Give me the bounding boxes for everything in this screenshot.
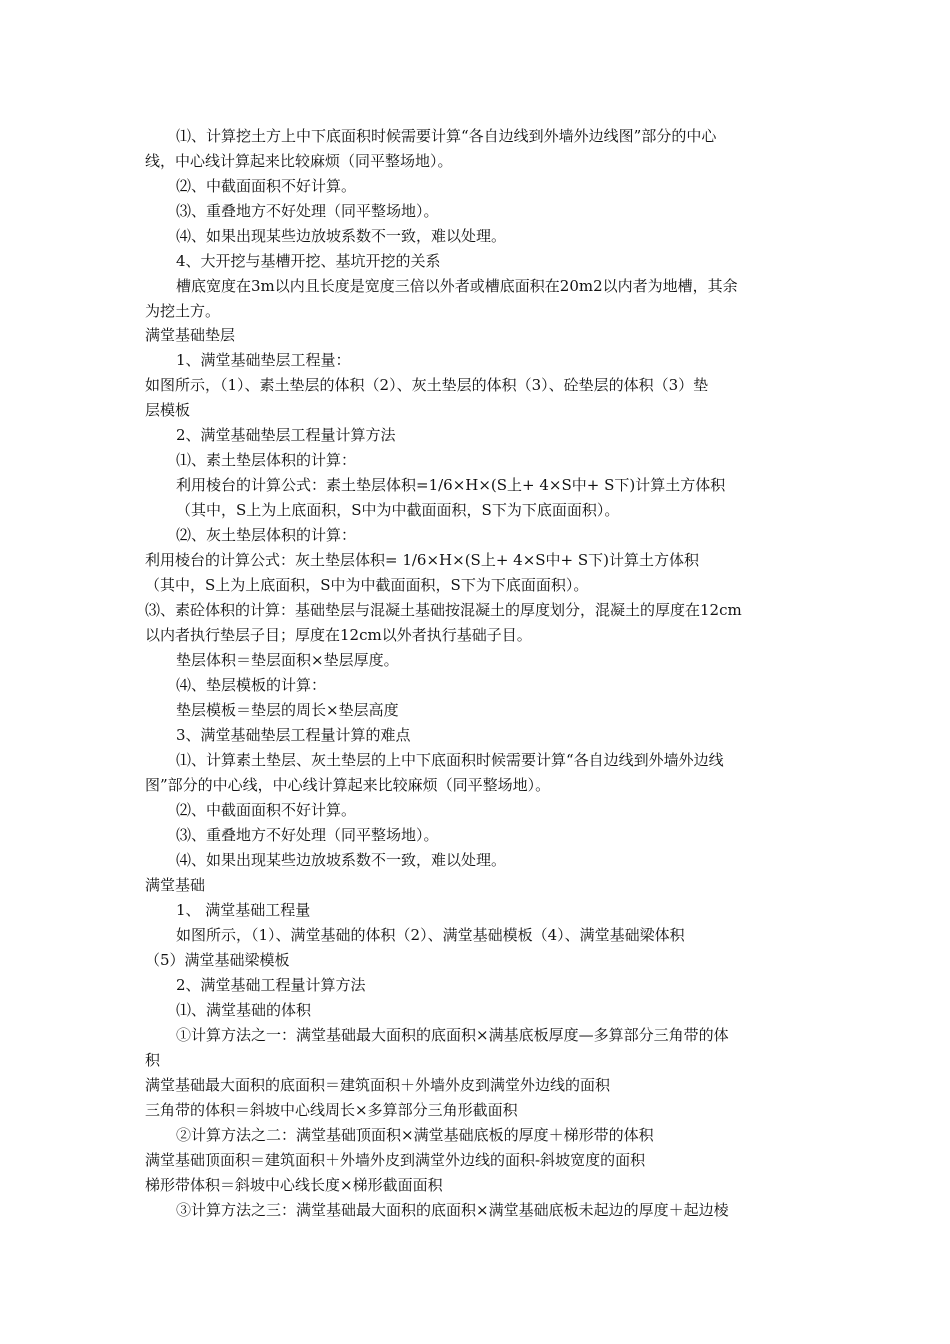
formula-line: 利用棱台的计算公式：灰土垫层体积= 1/6×H×(S上+ 4×S中+ S下)计算土方体积 <box>145 551 700 569</box>
text-line: ⑷、如果出现某些边放坡系数不一致，难以处理。 <box>176 851 507 869</box>
text-line: （5）满堂基础梁模板 <box>145 951 290 969</box>
text-line: ⑶、素砼体积的计算：基础垫层与混凝土基础按混凝土的厚度划分，混凝土的厚度在12cm <box>145 601 742 619</box>
formula-line: 三角带的体积＝斜坡中心线周长×多算部分三角形截面积 <box>145 1101 518 1119</box>
text-line: 线，中心线计算起来比较麻烦（同平整场地）。 <box>145 152 453 170</box>
section-heading: 1、 满堂基础工程量 <box>176 901 311 919</box>
text-line: 为挖土方。 <box>145 302 221 320</box>
text-line: ⑵、中截面面积不好计算。 <box>176 177 357 195</box>
formula-line: 利用棱台的计算公式：素土垫层体积=1/6×H×(S上+ 4×S中+ S下)计算土方体积 <box>176 476 726 494</box>
text-line: 如图所示，（1）、满堂基础的体积（2）、满堂基础模板（4）、满堂基础梁体积 <box>176 926 685 944</box>
text-line: ⑵、灰土垫层体积的计算： <box>176 526 357 544</box>
section-title: 满堂基础 <box>145 876 206 894</box>
formula-line: 梯形带体积＝斜坡中心线长度×梯形截面面积 <box>145 1176 443 1194</box>
text-line: ⑵、中截面面积不好计算。 <box>176 801 357 819</box>
text-line: 积 <box>145 1051 161 1069</box>
text-line: ⑶、重叠地方不好处理（同平整场地）。 <box>176 202 439 220</box>
text-line: 以内者执行垫层子目；厚度在12cm以外者执行基础子目。 <box>145 626 532 644</box>
text-line: ⑶、重叠地方不好处理（同平整场地）。 <box>176 826 439 844</box>
text-line: ③计算方法之三：满堂基础最大面积的底面积×满堂基础底板未起边的厚度＋起边棱 <box>176 1201 729 1219</box>
formula-line: 垫层模板＝垫层的周长×垫层高度 <box>176 701 399 719</box>
text-line: 槽底宽度在3m以内且长度是宽度三倍以外者或槽底面积在20m2以内者为地槽，其余 <box>176 277 738 295</box>
text-line: ①计算方法之一：满堂基础最大面积的底面积×满基底板厚度—多算部分三角带的体 <box>176 1026 729 1044</box>
text-line: ②计算方法之二：满堂基础顶面积×满堂基础底板的厚度＋梯形带的体积 <box>176 1126 654 1144</box>
text-line: 层模板 <box>145 401 191 419</box>
text-line: ⑷、垫层模板的计算： <box>176 676 327 694</box>
section-heading: 4、大开挖与基槽开挖、基坑开挖的关系 <box>176 252 441 270</box>
section-heading: 1、满堂基础垫层工程量： <box>176 351 351 369</box>
formula-line: 满堂基础顶面积＝建筑面积＋外墙外皮到满堂外边线的面积-斜坡宽度的面积 <box>145 1151 646 1169</box>
formula-line: 垫层体积＝垫层面积×垫层厚度。 <box>176 651 399 669</box>
section-heading: 2、满堂基础工程量计算方法 <box>176 976 366 994</box>
text-line: ⑴、满堂基础的体积 <box>176 1001 312 1019</box>
section-heading: 3、满堂基础垫层工程量计算的难点 <box>176 726 411 744</box>
text-line: （其中，S上为上底面积，S中为中截面面积，S下为下底面面积）。 <box>176 501 620 519</box>
section-heading: 2、满堂基础垫层工程量计算方法 <box>176 426 396 444</box>
section-title: 满堂基础垫层 <box>145 326 236 344</box>
text-line: ⑴、计算素土垫层、灰土垫层的上中下底面积时候需要计算“各自边线到外墙外边线 <box>176 751 724 769</box>
text-line: （其中，S上为上底面积，S中为中截面面积，S下为下底面面积）。 <box>145 576 589 594</box>
formula-line: 满堂基础最大面积的底面积＝建筑面积＋外墙外皮到满堂外边线的面积 <box>145 1076 611 1094</box>
text-line: ⑴、素土垫层体积的计算： <box>176 451 357 469</box>
text-line: ⑷、如果出现某些边放坡系数不一致，难以处理。 <box>176 227 507 245</box>
text-line: 图”部分的中心线，中心线计算起来比较麻烦（同平整场地）。 <box>145 776 551 794</box>
text-line: ⑴、计算挖土方上中下底面积时候需要计算“各自边线到外墙外边线图”部分的中心 <box>176 127 717 145</box>
text-line: 如图所示，（1）、素土垫层的体积（2）、灰土垫层的体积（3）、砼垫层的体积（3）垫 <box>145 376 709 394</box>
